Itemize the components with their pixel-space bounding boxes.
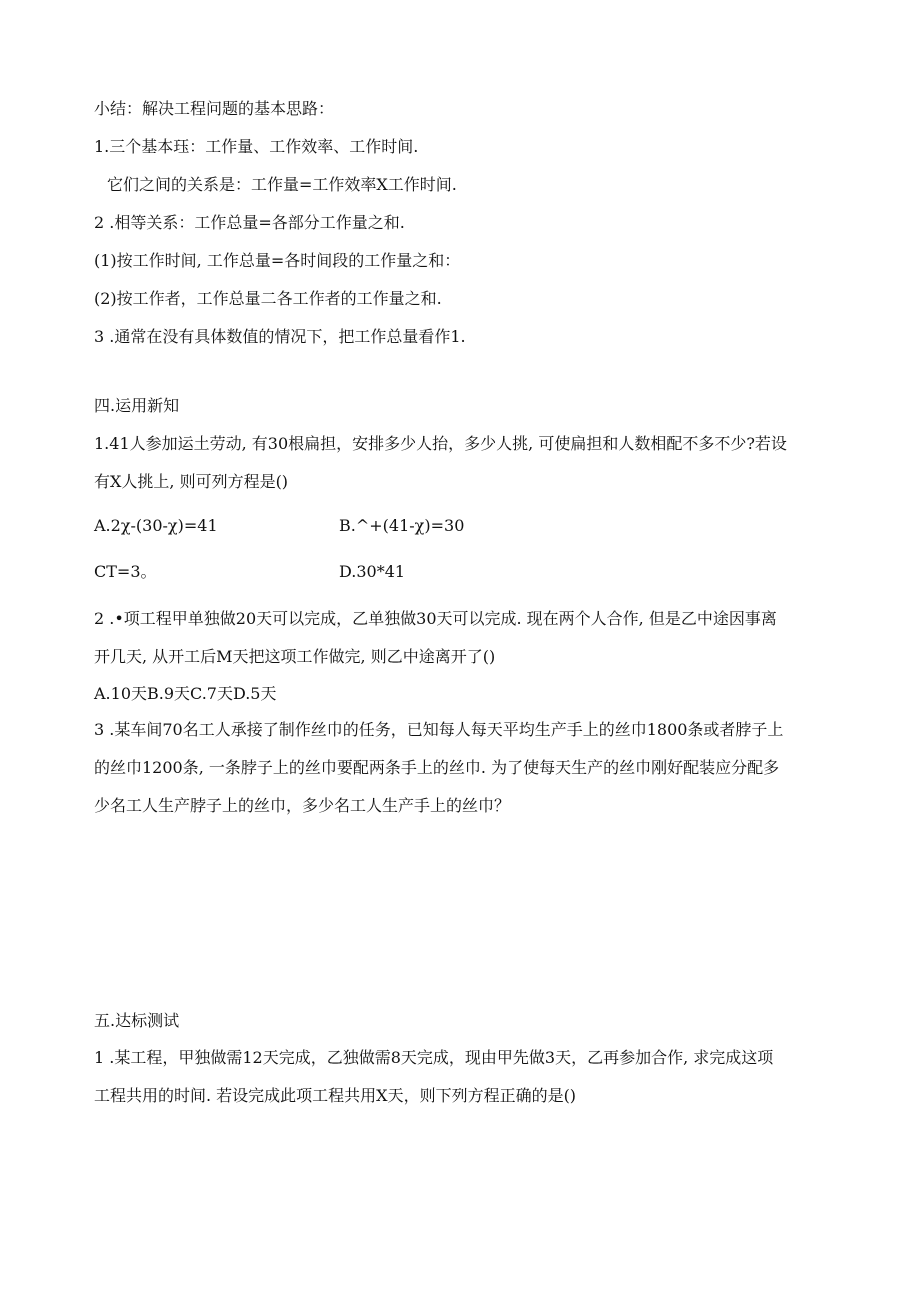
question-1-line-2: 有X人挑上, 则可列方程是() [94, 472, 289, 491]
summary-point-1-relation: 它们之间的关系是：工作量=工作效率X工作时间. [107, 175, 457, 194]
question-3-line-3: 少名工人生产脖子上的丝巾，多少名工人生产手上的丝巾？ [94, 796, 511, 815]
summary-point-3: 3 .通常在没有具体数值的情况下，把工作总量看作1. [94, 327, 466, 346]
summary-point-2: 2 .相等关系：工作总量=各部分工作量之和. [94, 213, 405, 232]
summary-title: 小结：解决工程问题的基本思路： [94, 99, 335, 118]
question-1-options-row-1 [94, 516, 465, 536]
option-d: D.30*41 [339, 562, 406, 581]
option-a: A.2χ-(30-χ)=41 [94, 516, 218, 535]
test-question-1-line-2: 工程共用的时间. 若设完成此项工程共用X天，则下列方程正确的是() [94, 1086, 577, 1105]
question-2-line-2: 开几天, 从开工后M天把这项工作做完, 则乙中途离开了() [94, 647, 496, 666]
summary-point-2-1: (1)按工作时间, 工作总量=各时间段的工作量之和： [94, 251, 461, 270]
question-1-line-1: 1.41人参加运土劳动, 有30根扁担，安排多少人抬，多少人挑, 可使扁担和人数相配不多不少?若设 [94, 434, 787, 453]
question-2-options: A.10天B.9天C.7天D.5天 [94, 684, 277, 703]
option-c: CT=3。 [94, 562, 157, 581]
test-question-1-line-1: 1 .某工程，甲独做需12天完成，乙独做需8天完成，现由甲先做3天，乙再参加合作, 求完成这项 [94, 1048, 774, 1067]
section-5-heading: 五.达标测试 [94, 1011, 180, 1030]
summary-point-1: 1.三个基本珏：工作量、工作效率、工作时间. [94, 137, 419, 156]
question-2-line-1: 2 .•项工程甲单独做20天可以完成，乙单独做30天可以完成. 现在两个人合作, 但是乙中途因事离 [94, 609, 777, 628]
question-3-line-2: 的丝巾1200条, 一条脖子上的丝巾要配两条手上的丝巾. 为了使每天生产的丝巾刚好配装应分配多 [94, 758, 780, 777]
summary-point-2-2: (2)按工作者，工作总量二各工作者的工作量之和. [94, 289, 442, 308]
question-3-line-1: 3 .某车间70名工人承接了制作丝巾的任务，已知每人每天平均生产手上的丝巾1800条或者脖子上 [94, 720, 784, 739]
option-b: B.^+(41-χ)=30 [339, 516, 465, 535]
question-1-options-row-2 [94, 562, 406, 582]
section-4-heading: 四.运用新知 [94, 396, 180, 415]
